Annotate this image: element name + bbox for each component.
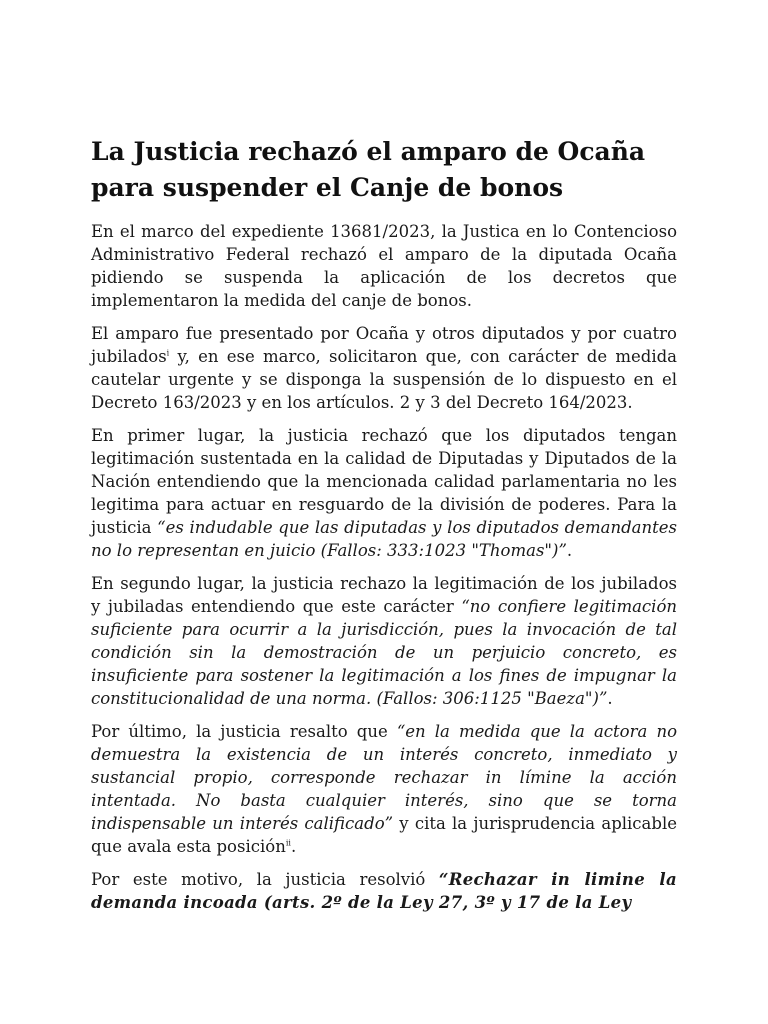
paragraph-5-text-b: y cita la jurisprudencia aplicable que avala esta posición — [91, 814, 677, 856]
paragraph-5-quote: “en la medida que la actora no demuestra la existencia de un interés concreto, inmediato y sustancial propio, corresponde rechazar in límine la acción intentada. No basta cualquier interés, sino que se torna indispensable un interés calificado” — [91, 722, 678, 833]
paragraph-6 — [91, 868, 677, 914]
paragraph-2 — [91, 322, 677, 414]
paragraph-3 — [91, 424, 677, 562]
paragraph-6-text-a: Por este motivo, la justicia resolvió — [91, 870, 439, 889]
paragraph-3-text-b: . — [566, 541, 573, 560]
paragraph-2-text-a: El amparo fue presentado por Ocaña y otros diputados y por cuatro jubilados — [91, 324, 677, 366]
paragraph-4-text-b: . — [607, 689, 613, 708]
document-title: La Justicia rechazó el amparo de Ocaña para suspender el Canje de bonos — [91, 137, 646, 202]
paragraph-5-text-c: . — [290, 837, 297, 856]
footnote-ref-ii[interactable]: ii — [285, 838, 291, 848]
paragraph-1-text: En el marco del expediente 13681/2023, la Justica en lo Contencioso Administrativo Federal rechazó el amparo de la diputada Ocaña pidiendo se suspenda la aplicación de los decretos que implementaron la medida del canje de bonos. — [91, 222, 677, 310]
paragraph-4-text-a: En segundo lugar, la justicia rechazo la legitimación de los jubilados y jubiladas entendiendo que este carácter — [91, 574, 677, 616]
document-page — [91, 134, 677, 924]
paragraph-5 — [91, 720, 677, 858]
footnote-ref-i[interactable]: i — [166, 348, 170, 358]
paragraph-4 — [91, 572, 677, 710]
paragraph-5-text-a: Por último, la justicia resalto que — [91, 722, 397, 741]
paragraph-3-text-a: En primer lugar, la justicia rechazó que los diputados tengan legitimación sustentada en la calidad de Diputadas y Diputados de la Nación entendiendo que la mencionada calidad parlamentaria no les legitima para actuar en resguardo de la división de poderes. Para la justicia — [91, 426, 677, 537]
paragraph-3-quote: “es indudable que las diputadas y los diputados demandantes no lo representan en juicio (Fallos: 333:1023 "Thomas")” — [91, 518, 677, 560]
paragraph-2-text-b: y, en ese marco, solicitaron que, con carácter de medida cautelar urgente y se disponga la suspensión de lo dispuesto en el Decreto 163/2023 y en los artículos. 2 y 3 del Decreto 164/2023. — [91, 347, 677, 412]
paragraph-1 — [91, 220, 677, 312]
paragraph-6-quote: “Rechazar in limine la demanda incoada (arts. 2º de la Ley 27, 3º y 17 de la Ley — [91, 870, 677, 912]
paragraph-4-quote: “no confiere legitimación suficiente para ocurrir a la jurisdicción, pues la invocación de tal condición sin la demostración de un perjuicio concreto, es insuficiente para sostener la legitimación a los fines de impugnar la constitucionalidad de una norma. (Fallos: 306:1125 "Baeza")” — [91, 597, 678, 708]
